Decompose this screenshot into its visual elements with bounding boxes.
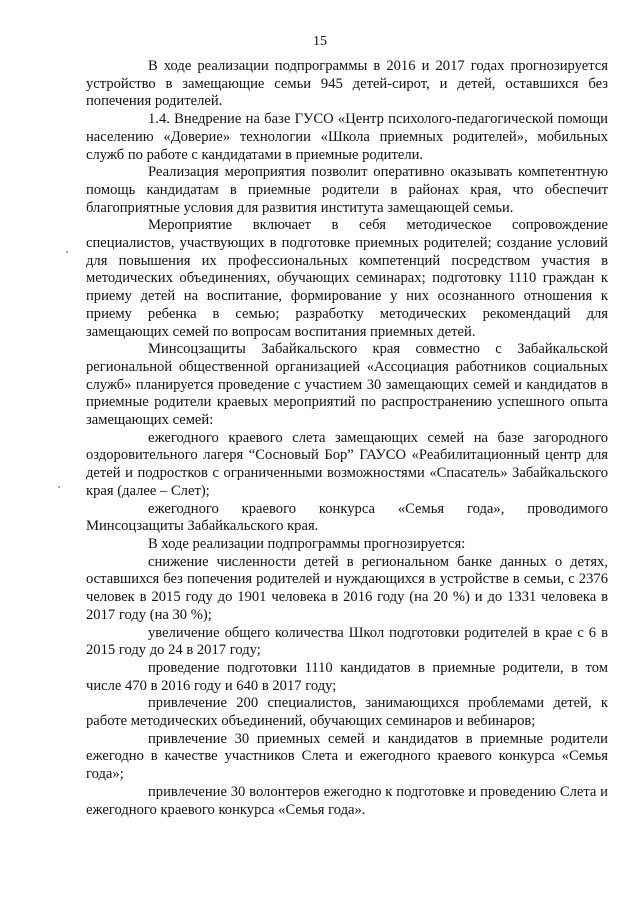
paragraph: В ходе реализации подпрограммы в 2016 и 2017 годах прогнозируется устройство в замещающие семьи 945 детей-сирот, и детей, оставшихся без попечения родителей.: [86, 58, 608, 110]
scan-speck: [66, 251, 68, 253]
paragraph: привлечение 30 волонтеров ежегодно к подготовке и проведению Слета и ежегодного краевого конкурса «Семья года».: [86, 783, 608, 818]
page-number: 15: [313, 34, 327, 49]
paragraph: проведение подготовки 1110 кандидатов в приемные родители, в том числе 470 в 2016 году и 640 в 2017 году;: [86, 659, 608, 694]
paragraph: увеличение общего количества Школ подготовки родителей в крае с 6 в 2015 году до 24 в 2017 году;: [86, 624, 608, 659]
paragraph: снижение численности детей в региональном банке данных о детях, оставшихся без попечения родителей и нуждающихся в устройстве в семьи, с 2376 человек в 2015 году до 1901 человека в 2016 году (на 20 %) и до 1331 человека в 2017 году (на 30 %);: [86, 553, 608, 623]
paragraph: Минсоцзащиты Забайкальского края совместно с Забайкальской региональной общественной организацией «Ассоциация работников социальных служб» планируется проведение с участием 30 замещающих семей и кандидатов в приемные родители краевых мероприятий по распространению успешного опыта замещающих семей:: [86, 341, 608, 429]
scan-speck: [58, 486, 60, 488]
paragraph: 1.4. Внедрение на базе ГУСО «Центр психолого-педагогической помощи населению «Доверие» технологии «Школа приемных родителей», мобильных служб по работе с кандидатами в приемные родители.: [86, 111, 608, 163]
paragraph: привлечение 30 приемных семей и кандидатов в приемные родители ежегодно в качестве участников Слета и ежегодного краевого конкурса «Семья года»;: [86, 730, 608, 783]
paragraph: ежегодного краевого слета замещающих семей на базе загородного оздоровительного лагеря “Сосновый Бор” ГАУСО «Реабилитационный центр для детей и подростков с ограниченными возможностями «Спасатель» Забайкальского края (далее – Слет);: [86, 429, 608, 499]
document-body: [86, 58, 608, 819]
paragraph: ежегодного краевого конкурса «Семья года», проводимого Минсоцзащиты Забайкальского края.: [86, 500, 608, 535]
paragraph: Мероприятие включает в себя методическое сопровождение специалистов, участвующих в подготовке приемных родителей; создание условий для повышения их профессиональных компетенций посредством участия в методических объединениях, обучающих семинарах; подготовку 1110 граждан к приему детей на воспитание, формирование у них осознанного отношения к приему ребенка в семью; разработку методических рекомендаций для замещающих семей по вопросам воспитания приемных детей.: [86, 217, 608, 340]
paragraph: привлечение 200 специалистов, занимающихся проблемами детей, к работе методических объединений, обучающих семинаров и вебинаров;: [86, 695, 608, 730]
paragraph: Реализация мероприятия позволит оперативно оказывать компетентную помощь кандидатам в приемные родители в районах края, что обеспечит благоприятные условия для развития института замещающей семьи.: [86, 164, 608, 216]
paragraph: В ходе реализации подпрограммы прогнозируется:: [148, 535, 466, 552]
